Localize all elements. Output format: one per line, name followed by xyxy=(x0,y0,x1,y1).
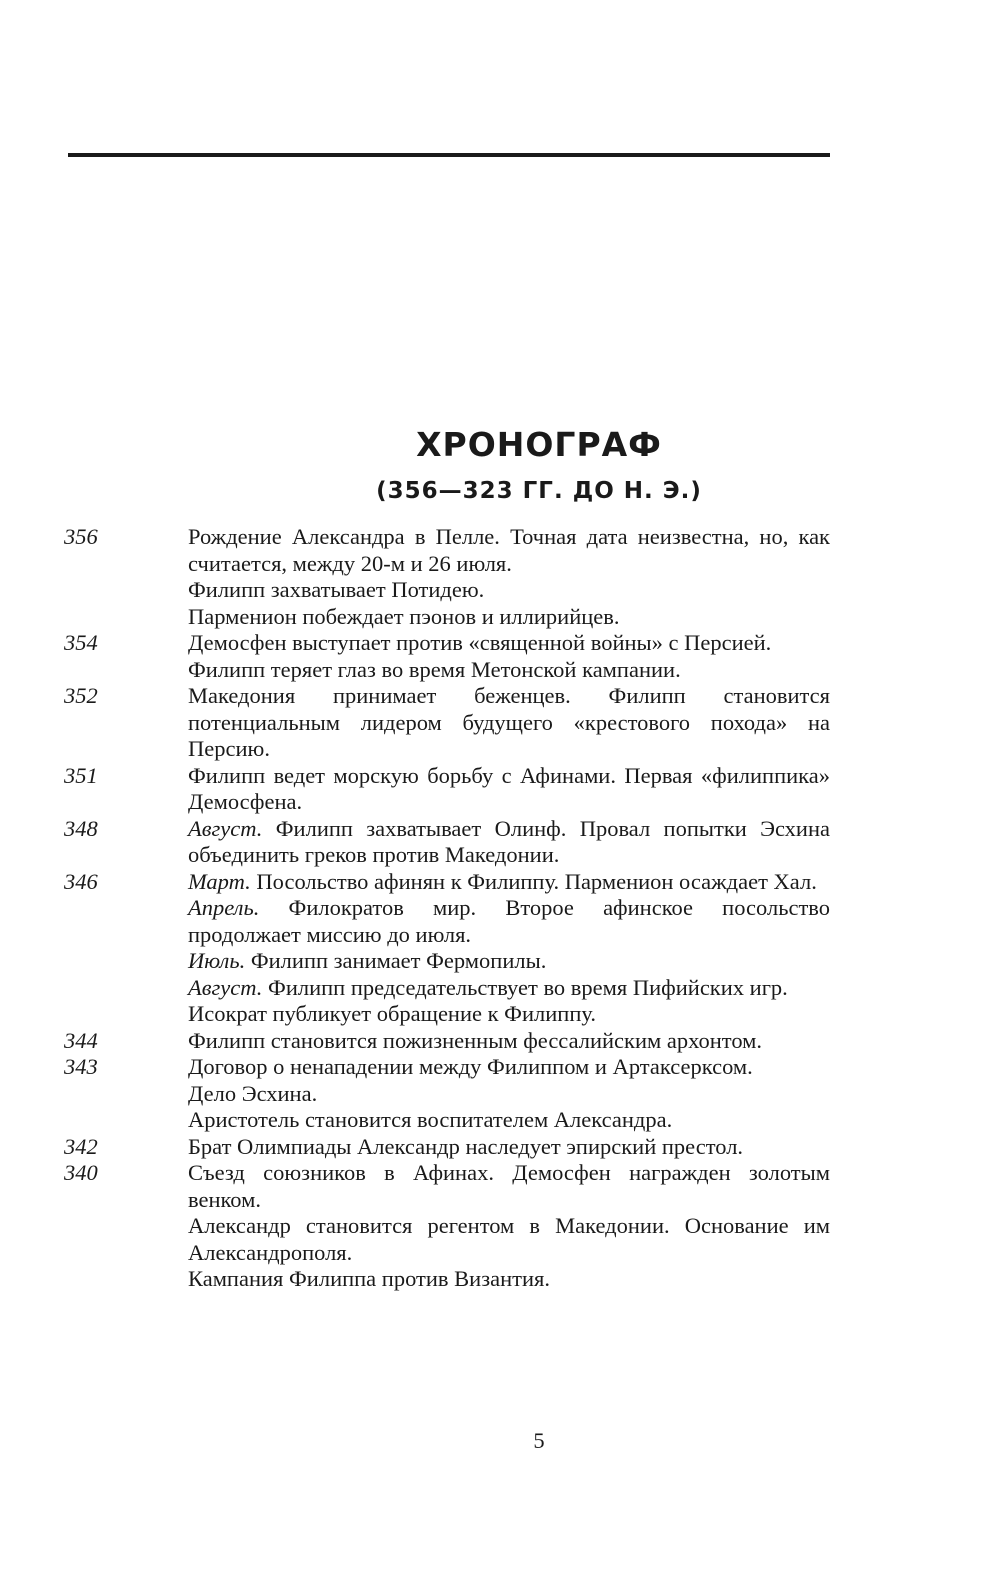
event-month: Июль. xyxy=(188,948,246,973)
event-text: Парменион побеждает пэонов и иллирийцев. xyxy=(188,603,620,629)
entry-events xyxy=(188,683,830,763)
event-text: Александр становится регентом в Македонии. Основание им Александрополя. xyxy=(188,1213,830,1265)
entry-events xyxy=(188,816,830,869)
event-line xyxy=(188,630,830,657)
event-text: Договор о ненападении между Филиппом и Артаксерксом. xyxy=(188,1054,753,1079)
event-month: Август. xyxy=(188,974,263,1000)
entry-events xyxy=(188,1028,830,1055)
event-line xyxy=(188,1213,830,1266)
event-line xyxy=(188,948,830,975)
event-text: Филипп занимает Фермопилы. xyxy=(250,948,547,973)
entry-year: 343 xyxy=(64,1054,98,1079)
top-rule xyxy=(68,153,830,157)
event-text: Рождение Александра в Пелле. Точная дата неизвестна, но, как считается, между 20-м и 26 июля. xyxy=(188,524,830,576)
entry-events xyxy=(188,1054,830,1134)
event-line xyxy=(188,1160,830,1213)
event-text: Филократов мир. Второе афинское посольство продолжает миссию до июля. xyxy=(188,895,831,947)
event-text: Брат Олимпиады Александр наследует эпирский престол. xyxy=(188,1133,744,1159)
chronology-entry xyxy=(64,816,830,869)
entry-events xyxy=(188,630,830,683)
event-line xyxy=(188,1001,830,1028)
event-text: Филипп становится пожизненным фессалийским архонтом. xyxy=(188,1027,763,1053)
chronology-entry xyxy=(64,630,830,683)
event-text: Филипп ведет морскую борьбу с Афинами. Первая «филиппика» Демосфена. xyxy=(188,762,830,814)
entry-year: 344 xyxy=(64,1027,98,1053)
event-text: Аристотель становится воспитателем Александра. xyxy=(188,1107,673,1132)
event-line xyxy=(188,895,830,948)
event-text: Филипп захватывает Потидею. xyxy=(188,577,485,602)
entry-year: 342 xyxy=(64,1133,98,1159)
entry-year: 352 xyxy=(64,683,98,708)
entry-events xyxy=(188,524,830,630)
chronology-entry xyxy=(64,763,830,816)
event-line xyxy=(188,1134,830,1161)
event-line xyxy=(188,1028,830,1055)
event-line xyxy=(188,1107,830,1134)
entry-events xyxy=(188,1160,830,1293)
event-text: Македония принимает беженцев. Филипп становится потенциальным лидером будущего «крестового похода» на Персию. xyxy=(188,683,830,761)
event-line xyxy=(188,604,830,631)
entry-year: 346 xyxy=(64,868,98,894)
event-line xyxy=(188,524,830,577)
event-line xyxy=(188,1054,830,1081)
event-month: Апрель. xyxy=(188,895,260,920)
entry-year: 348 xyxy=(64,815,98,841)
entry-year: 354 xyxy=(64,630,98,655)
event-text: Посольство афинян к Филиппу. Парменион осаждает Хал. xyxy=(256,868,817,894)
event-month: Март. xyxy=(188,868,251,894)
chronology-entry xyxy=(64,1160,830,1293)
event-line xyxy=(188,763,830,816)
event-line xyxy=(188,816,830,869)
page-number: 5 xyxy=(533,1428,545,1453)
event-line xyxy=(188,577,830,604)
chronology-entry xyxy=(64,869,830,1028)
entry-year: 351 xyxy=(64,762,98,788)
event-text: Съезд союзников в Афинах. Демосфен награжден золотым венком. xyxy=(188,1160,830,1212)
event-line xyxy=(188,975,830,1002)
chronology-entry xyxy=(64,1054,830,1134)
event-text: Филипп захватывает Олинф. Провал попытки Эсхина объединить греков против Македонии. xyxy=(188,815,831,867)
event-text: Филипп председательствует во время Пифийских игр. xyxy=(268,974,788,1000)
entry-events xyxy=(188,1134,830,1161)
entry-year: 356 xyxy=(64,524,98,549)
entry-events xyxy=(188,869,830,1028)
event-text: Дело Эсхина. xyxy=(188,1080,318,1106)
chronology-entry xyxy=(64,524,830,630)
event-text: Исократ публикует обращение к Филиппу. xyxy=(188,1001,596,1026)
chronology-entry xyxy=(64,1028,830,1055)
event-line xyxy=(188,657,830,684)
event-line xyxy=(188,1081,830,1108)
event-text: Филипп теряет глаз во время Метонской кампании. xyxy=(188,656,681,682)
event-text: Демосфен выступает против «священной войны» с Персией. xyxy=(188,630,772,655)
event-month: Август. xyxy=(188,815,263,841)
event-line xyxy=(188,869,830,896)
chronology-entry xyxy=(64,1134,830,1161)
entry-year: 340 xyxy=(64,1160,98,1185)
event-line xyxy=(188,1266,830,1293)
entry-events xyxy=(188,763,830,816)
event-text: Кампания Филиппа против Византия. xyxy=(188,1266,550,1291)
chronology-list xyxy=(64,524,830,1293)
page-title: ХРОНОГРАФ xyxy=(416,425,662,464)
page-subtitle: (356—323 ГГ. ДО Н. Э.) xyxy=(376,478,702,504)
event-line xyxy=(188,683,830,763)
chronology-entry xyxy=(64,683,830,763)
